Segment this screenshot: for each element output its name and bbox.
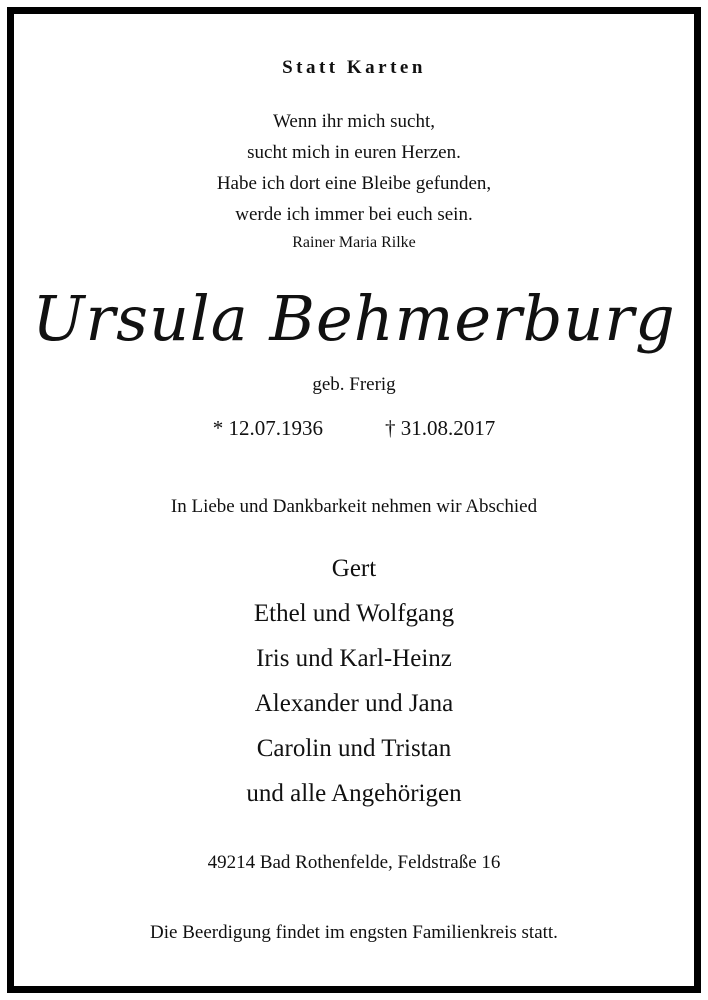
mourners-list bbox=[14, 546, 694, 816]
poem-line: Wenn ihr mich sucht, bbox=[272, 111, 436, 132]
mourner: Iris und Karl-Heinz bbox=[256, 645, 452, 672]
maiden-name: geb. Frerig bbox=[312, 374, 396, 395]
address: 49214 Bad Rothenfelde, Feldstraße 16 bbox=[207, 852, 501, 873]
birth-date: * 12.07.1936 bbox=[212, 416, 323, 440]
mourner: Ethel und Wolfgang bbox=[253, 600, 455, 627]
poem-line: sucht mich in euren Herzen. bbox=[247, 142, 461, 163]
mourner: Carolin und Tristan bbox=[256, 735, 452, 762]
obituary-frame bbox=[7, 7, 701, 993]
poem-line: werde ich immer bei euch sein. bbox=[235, 204, 473, 225]
mourner: und alle Angehörigen bbox=[246, 780, 462, 807]
poem bbox=[14, 106, 694, 230]
death-date: † 31.08.2017 bbox=[385, 416, 496, 440]
poem-author: Rainer Maria Rilke bbox=[292, 234, 416, 251]
mourner: Alexander und Jana bbox=[254, 690, 454, 717]
mourner: Gert bbox=[331, 555, 377, 582]
funeral-note: Die Beerdigung findet im engsten Familienkreis statt. bbox=[150, 922, 558, 943]
header-statt-karten: Statt Karten bbox=[282, 57, 426, 78]
poem-line: Habe ich dort eine Bleibe gefunden, bbox=[216, 173, 492, 194]
farewell-text: In Liebe und Dankbarkeit nehmen wir Abschied bbox=[170, 496, 538, 517]
life-dates bbox=[14, 416, 694, 441]
deceased-name: Ursula Behmerburg bbox=[32, 282, 676, 355]
